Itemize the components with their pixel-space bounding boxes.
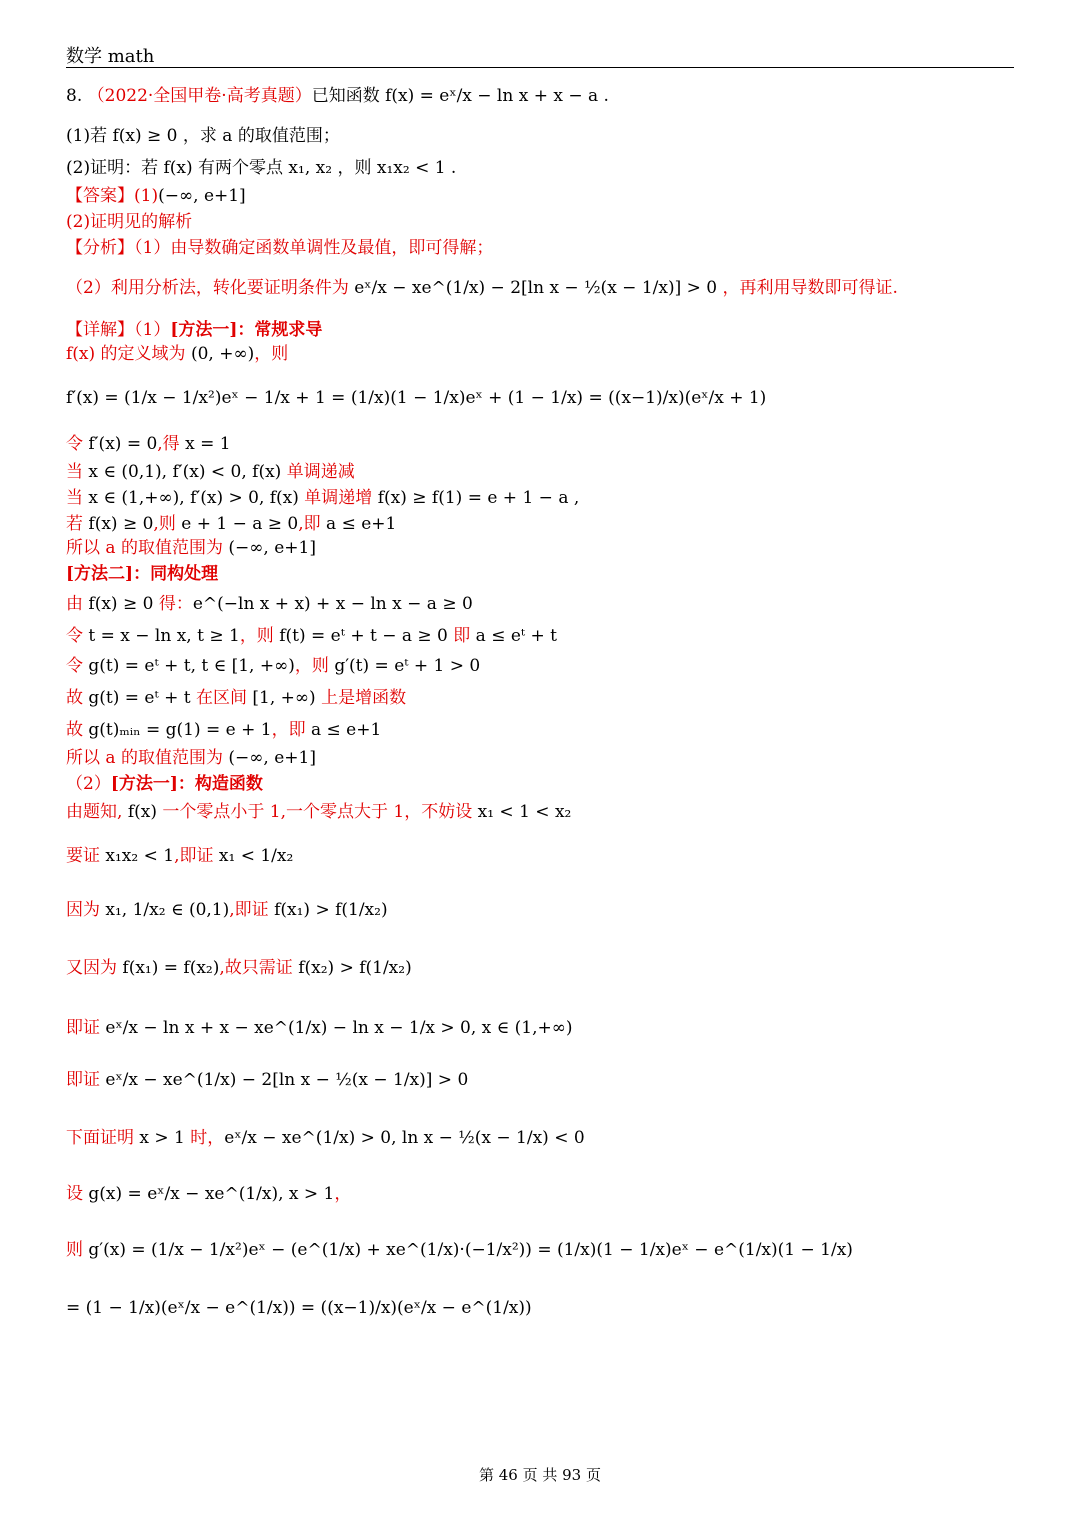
text-line bbox=[66, 212, 192, 233]
text-line bbox=[66, 774, 263, 795]
text-segment: 时， bbox=[184, 1128, 225, 1148]
text-segment: x₁x₂ < 1 bbox=[105, 846, 175, 866]
text-segment: 设 bbox=[66, 1184, 89, 1204]
text-line bbox=[66, 538, 316, 559]
text-segment: ，则 bbox=[254, 344, 289, 364]
header-rule bbox=[66, 67, 1014, 68]
text-segment: f(x) bbox=[127, 802, 157, 822]
text-line bbox=[66, 594, 473, 615]
text-segment: x₁ < 1/x₂ bbox=[218, 846, 294, 866]
text-segment: f(x₂) > f(1/x₂) bbox=[298, 958, 412, 978]
text-segment: ,即证 bbox=[174, 846, 219, 866]
text-segment: 8. bbox=[66, 86, 88, 106]
text-segment: 故 bbox=[66, 720, 89, 740]
text-segment: f(x) ≥ 0 bbox=[88, 594, 154, 614]
text-line bbox=[66, 238, 493, 259]
text-segment: (−∞, e+1] bbox=[228, 538, 316, 558]
text-segment: x = 1 bbox=[185, 434, 231, 454]
text-line bbox=[66, 434, 231, 455]
text-line bbox=[66, 186, 246, 207]
text-line bbox=[66, 1298, 532, 1319]
text-segment: 上是增函数 bbox=[315, 688, 407, 708]
text-segment: [方法一]：构造函数 bbox=[110, 774, 263, 794]
text-segment: (0, +∞) bbox=[190, 344, 255, 364]
text-segment: ,即 bbox=[298, 514, 327, 534]
text-segment: 得： bbox=[153, 594, 193, 614]
text-segment: 即证 bbox=[66, 1070, 106, 1090]
text-line bbox=[66, 1128, 585, 1149]
text-line bbox=[66, 158, 456, 179]
text-segment: t = x − ln x, t ≥ 1 bbox=[88, 626, 240, 646]
text-line bbox=[66, 688, 406, 709]
text-segment: 【答案】(1) bbox=[66, 186, 159, 206]
text-segment: 单调递减 bbox=[281, 462, 355, 482]
text-segment: 因为 bbox=[66, 900, 106, 920]
text-segment: g′(t) = eᵗ + 1 > 0 bbox=[334, 656, 481, 676]
text-line bbox=[66, 1018, 573, 1039]
text-segment: f′(x) = 0 bbox=[88, 434, 158, 454]
text-segment: eˣ/x − xe^(1/x) − 2[ln x − ½(x − 1/x)] > 0 bbox=[105, 1070, 469, 1090]
text-line bbox=[66, 564, 218, 585]
text-segment: g(t)ₘᵢₙ = g(1) = e + 1 bbox=[88, 720, 272, 740]
text-segment: f′(x) = (1/x − 1/x²)eˣ − 1/x + 1 = (1/x)(1 − 1/x)eˣ + (1 − 1/x) = ((x−1)/x)(eˣ/x + 1) bbox=[66, 388, 767, 408]
text-segment: eˣ/x − xe^(1/x) − 2[ln x − ½(x − 1/x)] > 0 bbox=[354, 278, 723, 298]
text-segment: [方法二]：同构处理 bbox=[66, 564, 219, 584]
text-segment: x₁ < 1 < x₂ bbox=[477, 802, 572, 822]
text-segment: eˣ/x − xe^(1/x) > 0, ln x − ½(x − 1/x) < 0 bbox=[224, 1128, 585, 1148]
text-segment: (2)证明见的解析 bbox=[66, 212, 193, 232]
text-line bbox=[66, 656, 480, 677]
text-segment: e^(−ln x + x) + x − ln x − a ≥ 0 bbox=[192, 594, 473, 614]
text-line bbox=[66, 958, 412, 979]
text-line bbox=[66, 320, 322, 341]
text-segment: （2）利用分析法，转化要证明条件为 bbox=[66, 278, 355, 298]
text-segment: ,则 bbox=[153, 514, 182, 534]
text-segment: ，即 bbox=[271, 720, 311, 740]
text-line bbox=[66, 278, 898, 299]
text-segment: ,故只需证 bbox=[219, 958, 299, 978]
text-line bbox=[66, 462, 355, 483]
text-segment: （2022·全国甲卷·高考真题） bbox=[87, 86, 312, 106]
text-segment: 一个零点小于 1,一个零点大于 1，不妨设 bbox=[156, 802, 478, 822]
text-segment: 所以 a 的取值范围为 bbox=[66, 748, 229, 768]
text-segment: 即证 bbox=[66, 1018, 106, 1038]
text-segment: 【分析】（1）由导数确定函数单调性及最值，即可得解； bbox=[66, 238, 494, 258]
text-segment: 故 bbox=[66, 688, 89, 708]
text-segment: 令 bbox=[66, 626, 89, 646]
text-segment: x ∈ (0,1), f′(x) < 0, f(x) bbox=[88, 462, 282, 482]
text-segment: a ≤ e+1 bbox=[311, 720, 382, 740]
text-segment: g(t) = eᵗ + t bbox=[88, 688, 191, 708]
text-segment: f(x₁) > f(1/x₂) bbox=[274, 900, 388, 920]
text-segment: f(x) ≥ 0 bbox=[88, 514, 154, 534]
text-line bbox=[66, 86, 609, 107]
text-segment: g(x) = eˣ/x − xe^(1/x), x > 1 bbox=[88, 1184, 335, 1204]
text-segment: 当 bbox=[66, 488, 89, 508]
text-segment: 单调递增 bbox=[298, 488, 378, 508]
text-segment: (1)若 f(x) ≥ 0 ，求 a 的取值范围； bbox=[66, 126, 340, 146]
text-segment: 由题知, bbox=[66, 802, 128, 822]
text-segment: ，再利用导数即可得证. bbox=[722, 278, 898, 298]
text-segment: 则 bbox=[66, 1240, 89, 1260]
text-segment: f(x₁) = f(x₂) bbox=[122, 958, 220, 978]
text-segment: ,得 bbox=[157, 434, 186, 454]
text-segment: 在区间 bbox=[190, 688, 253, 708]
text-segment: x ∈ (1,+∞), f′(x) > 0, f(x) bbox=[88, 488, 299, 508]
text-segment: x₁, 1/x₂ ∈ (0,1) bbox=[105, 900, 230, 920]
text-segment: 由 bbox=[66, 594, 89, 614]
text-segment: ，则 bbox=[294, 656, 335, 676]
text-line bbox=[66, 720, 381, 741]
text-line bbox=[66, 1184, 351, 1205]
text-segment: g′(x) = (1/x − 1/x²)eˣ − (e^(1/x) + xe^(1/x)·(−1/x²)) = (1/x)(1 − 1/x)eˣ − e^(1/x)(1 − 1/x) bbox=[88, 1240, 853, 1260]
text-segment: 下面证明 bbox=[66, 1128, 140, 1148]
text-line bbox=[66, 900, 388, 921]
text-segment: 令 bbox=[66, 434, 89, 454]
text-line bbox=[66, 344, 288, 365]
text-segment: 令 bbox=[66, 656, 89, 676]
text-segment: a ≤ e+1 bbox=[326, 514, 397, 534]
text-segment: x > 1 bbox=[139, 1128, 185, 1148]
text-segment: 【详解】（1） bbox=[66, 320, 171, 340]
text-segment: [1, +∞) bbox=[252, 688, 316, 708]
text-segment: [方法一]：常规求导 bbox=[170, 320, 323, 340]
text-segment: ,即证 bbox=[229, 900, 275, 920]
text-line bbox=[66, 388, 766, 409]
text-segment: 已知函数 f(x) = eˣ/x − ln x + x − a . bbox=[311, 86, 609, 106]
text-segment: 当 bbox=[66, 462, 89, 482]
text-segment: eˣ/x − ln x + x − xe^(1/x) − ln x − 1/x > 0, x ∈ (1,+∞) bbox=[105, 1018, 573, 1038]
text-segment: ，则 bbox=[239, 626, 280, 646]
page-header-title: 数学 math bbox=[66, 46, 155, 67]
text-segment: e + 1 − a ≥ 0 bbox=[181, 514, 299, 534]
text-segment: ， bbox=[334, 1184, 352, 1204]
text-segment: f(x) 的定义域为 bbox=[66, 344, 191, 364]
text-line bbox=[66, 1070, 468, 1091]
text-segment: a ≤ eᵗ + t bbox=[475, 626, 557, 646]
text-segment: f(x) ≥ f(1) = e + 1 − a , bbox=[377, 488, 580, 508]
text-segment: 即 bbox=[447, 626, 476, 646]
text-segment: （2） bbox=[66, 774, 111, 794]
text-segment: g(t) = eᵗ + t, t ∈ [1, +∞) bbox=[88, 656, 295, 676]
text-segment: (−∞, e+1] bbox=[158, 186, 246, 206]
text-line bbox=[66, 488, 579, 509]
text-segment: f(t) = eᵗ + t − a ≥ 0 bbox=[279, 626, 448, 646]
text-segment: 要证 bbox=[66, 846, 106, 866]
text-line bbox=[66, 514, 396, 535]
text-line bbox=[66, 1240, 853, 1261]
text-segment: 若 bbox=[66, 514, 89, 534]
text-line bbox=[66, 626, 557, 647]
text-segment: = (1 − 1/x)(eˣ/x − e^(1/x)) = ((x−1)/x)(eˣ/x − e^(1/x)) bbox=[66, 1298, 532, 1318]
text-segment: (2)证明：若 f(x) 有两个零点 x₁, x₂ ，则 x₁x₂ < 1 . bbox=[66, 158, 457, 178]
text-line bbox=[66, 802, 571, 823]
text-segment: 所以 a 的取值范围为 bbox=[66, 538, 229, 558]
text-line bbox=[66, 748, 316, 769]
text-segment: 又因为 bbox=[66, 958, 123, 978]
text-segment: (−∞, e+1] bbox=[228, 748, 316, 768]
text-line bbox=[66, 126, 340, 147]
page-footer: 第 46 页 共 93 页 bbox=[478, 1466, 601, 1484]
text-line bbox=[66, 846, 293, 867]
